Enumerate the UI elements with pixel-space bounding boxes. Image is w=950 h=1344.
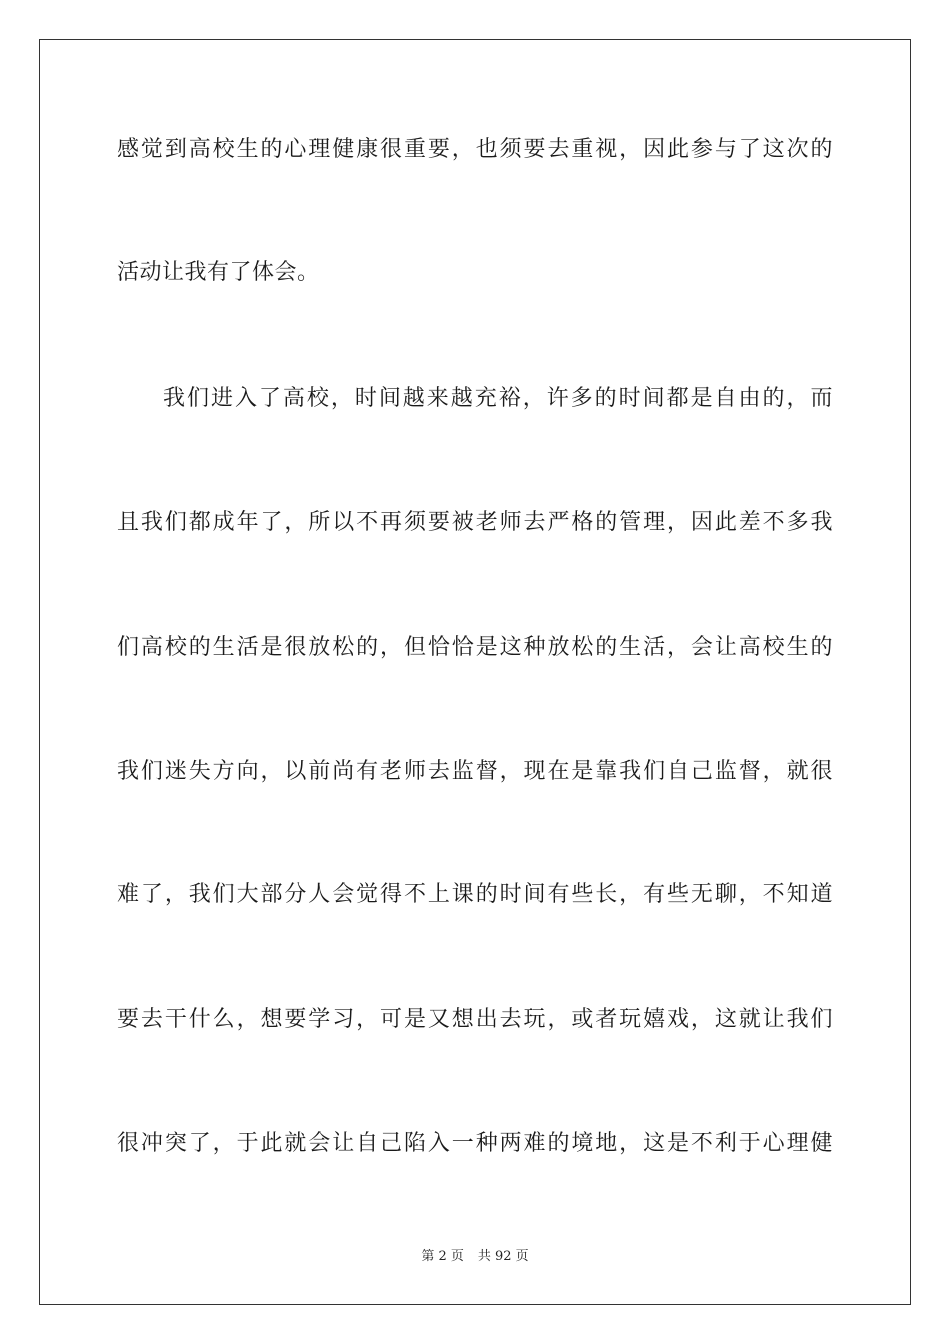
text-line-9: 很冲突了，于此就会让自己陷入一种两难的境地，这是不利于心理健 <box>117 1131 833 1156</box>
page-number: 第 2 页 <box>421 1249 464 1264</box>
text-line-3: 我们进入了高校，时间越来越充裕，许多的时间都是自由的，而 <box>163 386 833 411</box>
text-line-4: 且我们都成年了，所以不再须要被老师去严格的管理，因此差不多我 <box>117 510 833 535</box>
page-border <box>39 39 911 1305</box>
text-line-1: 感觉到高校生的心理健康很重要，也须要去重视，因此参与了这次的 <box>117 137 833 162</box>
page-total: 共 92 页 <box>477 1249 529 1264</box>
text-line-2: 活动让我有了体会。 <box>117 260 320 285</box>
text-line-5: 们高校的生活是很放松的，但恰恰是这种放松的生活，会让高校生的 <box>117 635 833 660</box>
page-footer <box>0 1248 950 1266</box>
text-line-8: 要去干什么，想要学习，可是又想出去玩，或者玩嬉戏，这就让我们 <box>117 1007 833 1032</box>
text-line-6: 我们迷失方向，以前尚有老师去监督，现在是靠我们自己监督，就很 <box>117 759 833 784</box>
text-line-7: 难了，我们大部分人会觉得不上课的时间有些长，有些无聊，不知道 <box>117 882 833 907</box>
